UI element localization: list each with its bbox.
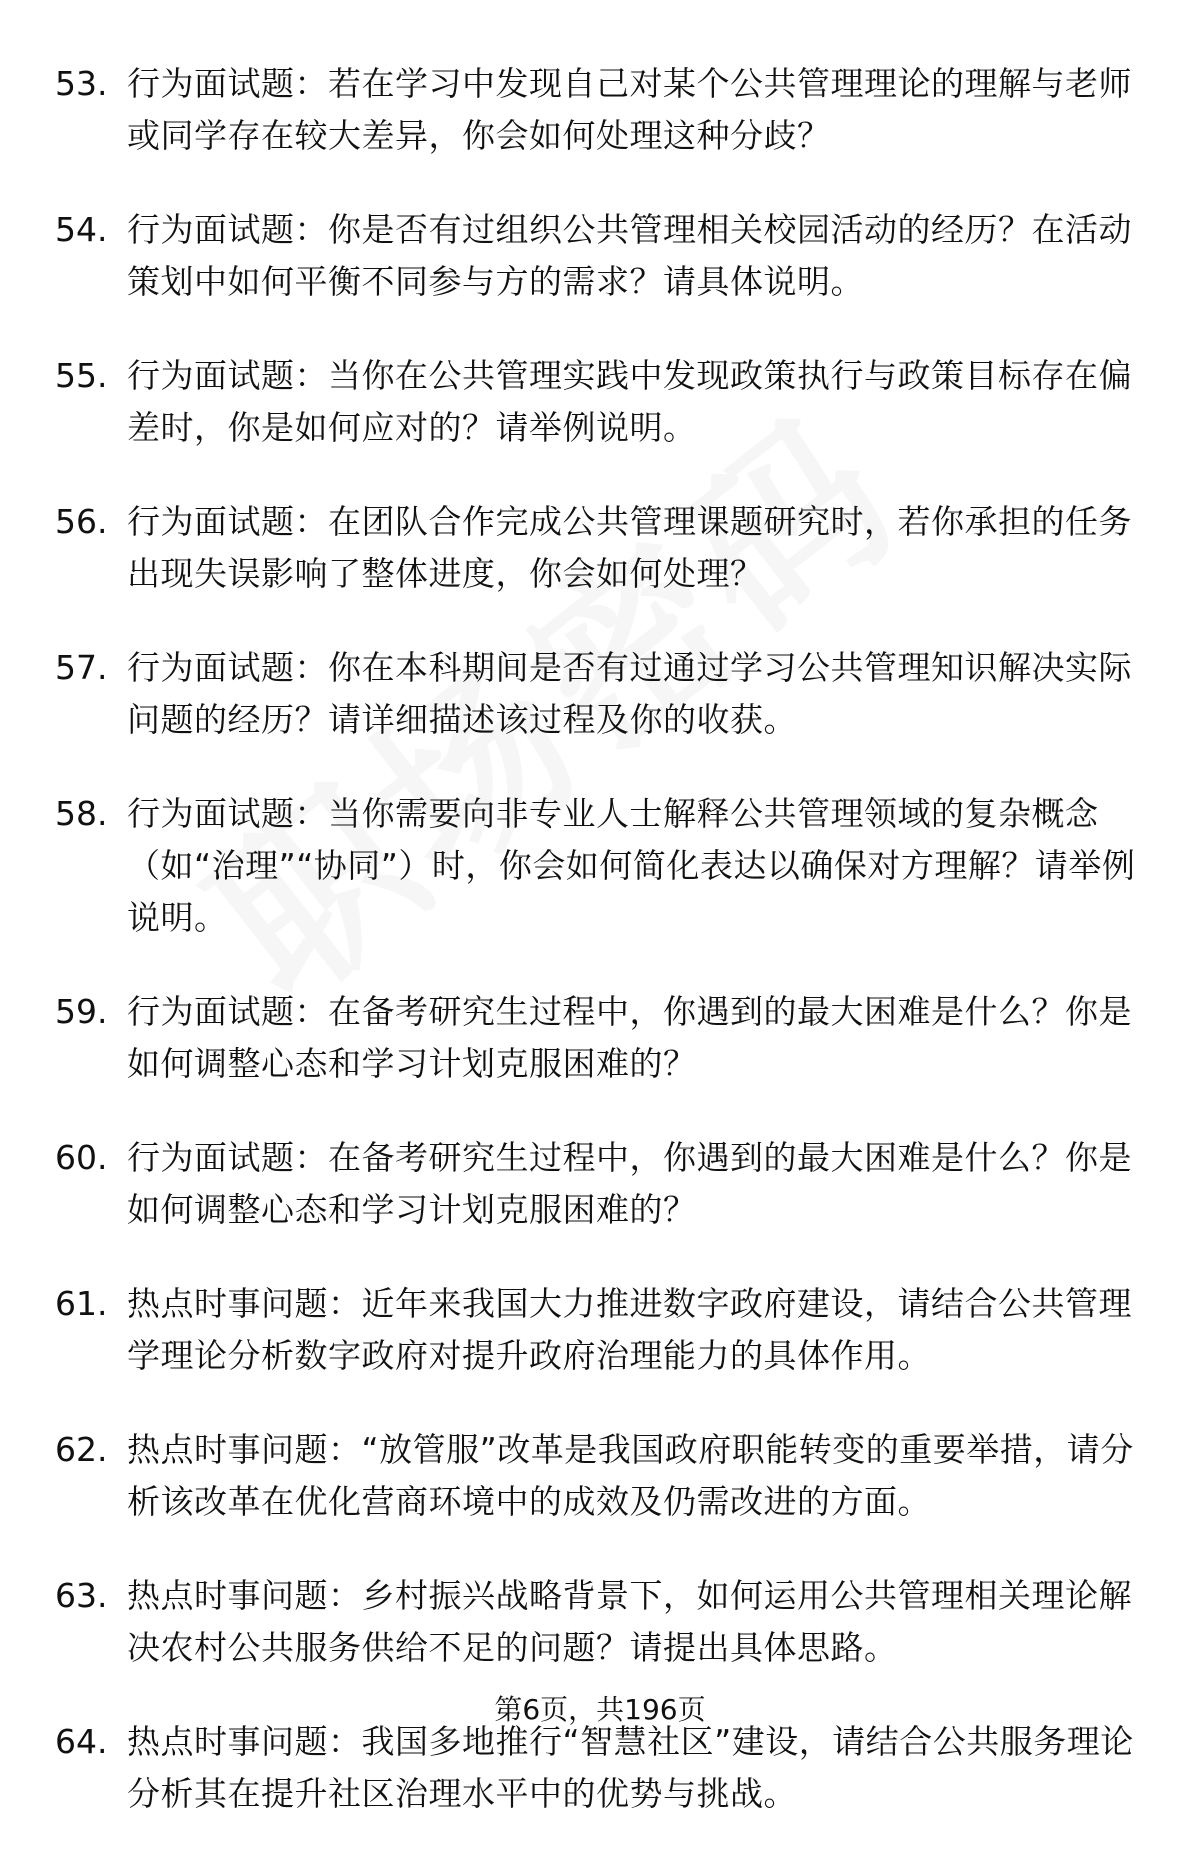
question-number: 58.: [55, 794, 108, 833]
question-number: 61.: [55, 1284, 108, 1323]
question-number: 56.: [55, 502, 108, 541]
question-item: [55, 1570, 1145, 1674]
question-item: [55, 986, 1145, 1090]
question-text: 行为面试题：若在学习中发现自己对某个公共管理理论的理解与老师或同学存在较大差异，你会如何处理这种分歧？: [127, 64, 1132, 155]
question-number: 57.: [55, 648, 108, 687]
question-item: [55, 1716, 1145, 1820]
question-text: 行为面试题：当你需要向非专业人士解释公共管理领域的复杂概念（如“治理”“协同”）时，你会如何简化表达以确保对方理解？请举例说明。: [127, 794, 1136, 937]
question-number: 60.: [55, 1138, 108, 1177]
question-text: 热点时事问题：近年来我国大力推进数字政府建设，请结合公共管理学理论分析数字政府对提升政府治理能力的具体作用。: [127, 1284, 1132, 1375]
question-number: 63.: [55, 1576, 108, 1615]
question-text: 行为面试题：在团队合作完成公共管理课题研究时，若你承担的任务出现失误影响了整体进度，你会如何处理？: [127, 502, 1132, 593]
question-item: [55, 1132, 1145, 1236]
question-text: 热点时事问题：我国多地推行“智慧社区”建设，请结合公共服务理论分析其在提升社区治理水平中的优势与挑战。: [127, 1722, 1134, 1813]
question-item: [55, 642, 1145, 746]
question-item: [55, 350, 1145, 454]
question-item: [55, 58, 1145, 162]
question-text: 行为面试题：在备考研究生过程中，你遇到的最大困难是什么？你是如何调整心态和学习计划克服困难的？: [127, 1138, 1132, 1229]
page-footer: 第6页，共196页: [494, 1693, 706, 1726]
question-text: 热点时事问题：“放管服”改革是我国政府职能转变的重要举措，请分析该改革在优化营商环境中的成效及仍需改进的方面。: [127, 1430, 1134, 1521]
question-item: [55, 496, 1145, 600]
question-number: 55.: [55, 356, 108, 395]
question-number: 62.: [55, 1430, 108, 1469]
question-text: 行为面试题：你是否有过组织公共管理相关校园活动的经历？在活动策划中如何平衡不同参与方的需求？请具体说明。: [127, 210, 1132, 301]
question-number: 59.: [55, 992, 108, 1031]
question-item: [55, 1278, 1145, 1382]
question-item: [55, 204, 1145, 308]
question-text: 热点时事问题：乡村振兴战略背景下，如何运用公共管理相关理论解决农村公共服务供给不足的问题？请提出具体思路。: [127, 1576, 1132, 1667]
question-number: 54.: [55, 210, 108, 249]
question-item: [55, 788, 1145, 944]
question-number: 64.: [55, 1722, 108, 1761]
question-list: [55, 58, 1145, 1862]
question-item: [55, 1424, 1145, 1528]
question-number: 53.: [55, 64, 108, 103]
question-text: 行为面试题：当你在公共管理实践中发现政策执行与政策目标存在偏差时，你是如何应对的？请举例说明。: [127, 356, 1132, 447]
question-text: 行为面试题：你在本科期间是否有过通过学习公共管理知识解决实际问题的经历？请详细描述该过程及你的收获。: [127, 648, 1132, 739]
question-text: 行为面试题：在备考研究生过程中，你遇到的最大困难是什么？你是如何调整心态和学习计划克服困难的？: [127, 992, 1132, 1083]
